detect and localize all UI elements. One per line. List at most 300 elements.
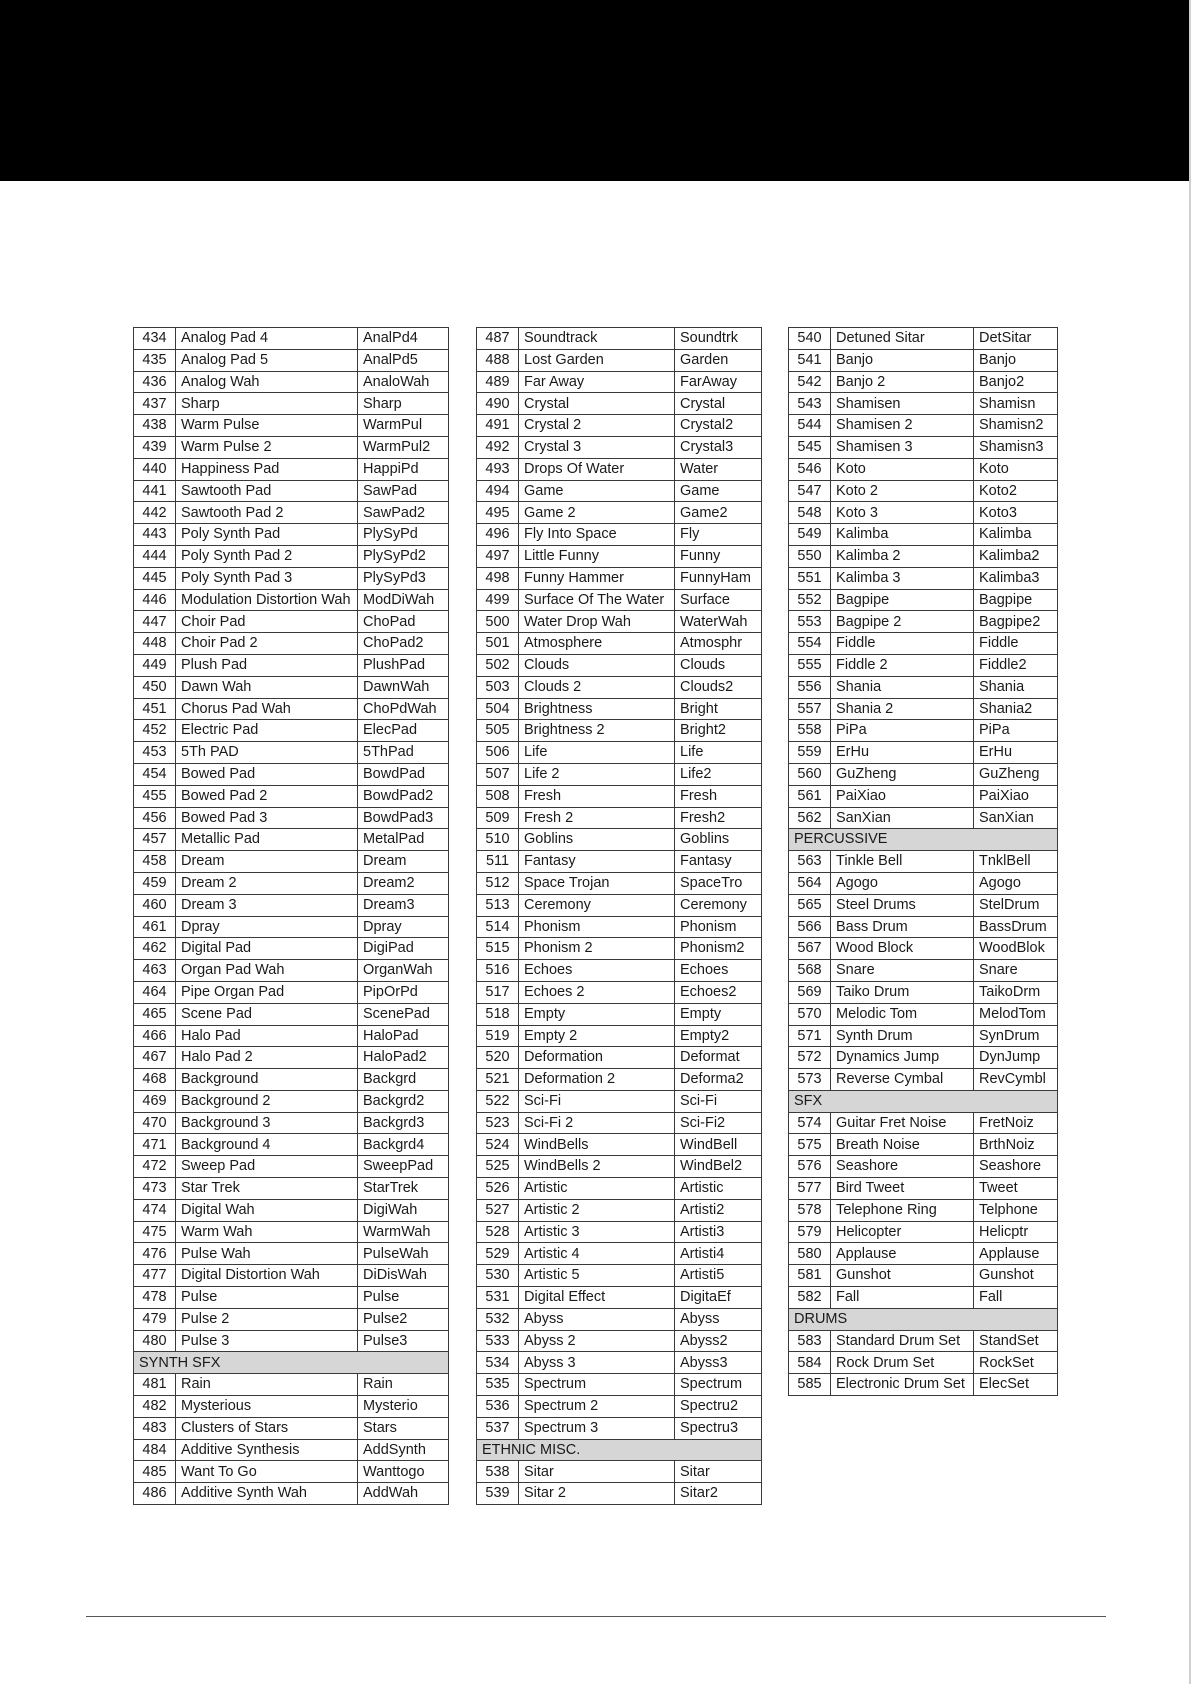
voice-name: Poly Synth Pad 2 (176, 545, 358, 567)
voice-number: 490 (477, 393, 519, 415)
voice-lcd-name: Surface (675, 589, 762, 611)
voice-number: 486 (134, 1483, 176, 1505)
voice-row (134, 1090, 449, 1112)
voice-number: 474 (134, 1199, 176, 1221)
voice-lcd-name: AddWah (358, 1483, 449, 1505)
voice-name: Organ Pad Wah (176, 960, 358, 982)
voice-row (789, 981, 1058, 1003)
voice-lcd-name: Banjo2 (974, 371, 1058, 393)
voice-name: Background 2 (176, 1090, 358, 1112)
voice-name: Sweep Pad (176, 1156, 358, 1178)
voice-number: 445 (134, 567, 176, 589)
voice-number: 470 (134, 1112, 176, 1134)
voice-number: 524 (477, 1134, 519, 1156)
voice-lcd-name: Dream3 (358, 894, 449, 916)
voice-name: Warm Wah (176, 1221, 358, 1243)
voice-lcd-name: Wanttogo (358, 1461, 449, 1483)
voice-number: 504 (477, 698, 519, 720)
voice-row (134, 1069, 449, 1091)
voice-number: 447 (134, 611, 176, 633)
voice-row (477, 1461, 762, 1483)
voice-name: Goblins (519, 829, 675, 851)
voice-name: Background 3 (176, 1112, 358, 1134)
voice-number: 446 (134, 589, 176, 611)
voice-row (789, 894, 1058, 916)
voice-row (789, 1112, 1058, 1134)
voice-number: 463 (134, 960, 176, 982)
voice-row (477, 1308, 762, 1330)
voice-row (789, 545, 1058, 567)
voice-number: 497 (477, 545, 519, 567)
voice-lcd-name: Fresh (675, 785, 762, 807)
voice-row (134, 785, 449, 807)
voice-number: 471 (134, 1134, 176, 1156)
voice-lcd-name: ElecPad (358, 720, 449, 742)
voice-name: Steel Drums (831, 894, 974, 916)
voice-number: 498 (477, 567, 519, 589)
voice-name: Electric Pad (176, 720, 358, 742)
voice-number: 527 (477, 1199, 519, 1221)
voice-lcd-name: Dream (358, 851, 449, 873)
voice-name: Bowed Pad (176, 763, 358, 785)
voice-number: 473 (134, 1178, 176, 1200)
voice-number: 565 (789, 894, 831, 916)
voice-lcd-name: Abyss (675, 1308, 762, 1330)
voice-row (477, 1047, 762, 1069)
voice-number: 543 (789, 393, 831, 415)
voice-name: Surface Of The Water (519, 589, 675, 611)
voice-row (134, 1417, 449, 1439)
voice-row (789, 872, 1058, 894)
voice-name: Sitar 2 (519, 1483, 675, 1505)
voice-number: 561 (789, 785, 831, 807)
voice-lcd-name: Seashore (974, 1156, 1058, 1178)
voice-number: 508 (477, 785, 519, 807)
voice-lcd-name: Spectru3 (675, 1417, 762, 1439)
voice-number: 541 (789, 349, 831, 371)
voice-lcd-name: Koto (974, 458, 1058, 480)
voice-row (789, 589, 1058, 611)
voice-row (477, 1374, 762, 1396)
voice-name: Halo Pad (176, 1025, 358, 1047)
voice-number: 585 (789, 1374, 831, 1396)
voice-number: 564 (789, 872, 831, 894)
section-header (134, 1352, 449, 1374)
voice-lcd-name: PlySyPd (358, 524, 449, 546)
voice-name: Electronic Drum Set (831, 1374, 974, 1396)
voice-lcd-name: BrthNoiz (974, 1134, 1058, 1156)
voice-number: 559 (789, 742, 831, 764)
voice-lcd-name: Shamisn3 (974, 436, 1058, 458)
voice-row (134, 894, 449, 916)
voice-row (134, 1483, 449, 1505)
voice-name: Abyss (519, 1308, 675, 1330)
voice-lcd-name: ChoPdWah (358, 698, 449, 720)
voice-number: 529 (477, 1243, 519, 1265)
voice-name: Plush Pad (176, 654, 358, 676)
voice-row (477, 829, 762, 851)
voice-name: Detuned Sitar (831, 328, 974, 350)
voice-row (477, 1003, 762, 1025)
voice-row (477, 1330, 762, 1352)
voice-row (134, 1025, 449, 1047)
voice-lcd-name: Kalimba (974, 524, 1058, 546)
voice-name: SanXian (831, 807, 974, 829)
voice-row (789, 1156, 1058, 1178)
voice-number: 507 (477, 763, 519, 785)
voice-name: Choir Pad 2 (176, 633, 358, 655)
voice-row (789, 1330, 1058, 1352)
voice-lcd-name: Pulse3 (358, 1330, 449, 1352)
voice-lcd-name: Rain (358, 1374, 449, 1396)
voice-number: 476 (134, 1243, 176, 1265)
voice-row (134, 807, 449, 829)
voice-name: Lost Garden (519, 349, 675, 371)
voice-lcd-name: Echoes (675, 960, 762, 982)
voice-lcd-name: Artisti4 (675, 1243, 762, 1265)
voice-number: 573 (789, 1069, 831, 1091)
voice-name: Bowed Pad 2 (176, 785, 358, 807)
voice-number: 526 (477, 1178, 519, 1200)
voice-row (134, 938, 449, 960)
voice-name: Snare (831, 960, 974, 982)
voice-number: 522 (477, 1090, 519, 1112)
voice-number: 532 (477, 1308, 519, 1330)
voice-lcd-name: DigiWah (358, 1199, 449, 1221)
voice-row (477, 1069, 762, 1091)
voice-lcd-name: Deformat (675, 1047, 762, 1069)
voice-number: 511 (477, 851, 519, 873)
voice-name: Abyss 3 (519, 1352, 675, 1374)
voice-row (477, 458, 762, 480)
voice-number: 451 (134, 698, 176, 720)
voice-lcd-name: WoodBlok (974, 938, 1058, 960)
voice-number: 456 (134, 807, 176, 829)
voice-row (477, 916, 762, 938)
voice-number: 509 (477, 807, 519, 829)
voice-lcd-name: PlySyPd3 (358, 567, 449, 589)
voice-number: 454 (134, 763, 176, 785)
voice-name: Banjo (831, 349, 974, 371)
voice-name: Drops Of Water (519, 458, 675, 480)
voice-lcd-name: Kalimba3 (974, 567, 1058, 589)
voice-number: 519 (477, 1025, 519, 1047)
voice-lcd-name: DetSitar (974, 328, 1058, 350)
voice-row (134, 720, 449, 742)
voice-lcd-name: SynDrum (974, 1025, 1058, 1047)
voice-name: Agogo (831, 872, 974, 894)
voice-lcd-name: Fresh2 (675, 807, 762, 829)
voice-row (789, 415, 1058, 437)
voice-lcd-name: OrganWah (358, 960, 449, 982)
voice-lcd-name: SawPad (358, 480, 449, 502)
voice-lcd-name: BowdPad2 (358, 785, 449, 807)
voice-lcd-name: Backgrd4 (358, 1134, 449, 1156)
voice-row (789, 436, 1058, 458)
voice-number: 483 (134, 1417, 176, 1439)
voice-row (477, 785, 762, 807)
voice-name: PaiXiao (831, 785, 974, 807)
voice-row (477, 981, 762, 1003)
voice-row (477, 807, 762, 829)
voice-row (789, 1134, 1058, 1156)
voice-row (477, 1417, 762, 1439)
voice-row (789, 785, 1058, 807)
voice-number: 475 (134, 1221, 176, 1243)
voice-number: 579 (789, 1221, 831, 1243)
voice-lcd-name: ChoPad (358, 611, 449, 633)
voice-lcd-name: Fiddle (974, 633, 1058, 655)
voice-number: 503 (477, 676, 519, 698)
voice-lcd-name: Artisti5 (675, 1265, 762, 1287)
voice-row (789, 698, 1058, 720)
voice-number: 500 (477, 611, 519, 633)
voice-number: 563 (789, 851, 831, 873)
voice-row (477, 1483, 762, 1505)
voice-row (789, 1069, 1058, 1091)
voice-lcd-name: PlushPad (358, 654, 449, 676)
voice-name: Poly Synth Pad 3 (176, 567, 358, 589)
voice-lcd-name: PulseWah (358, 1243, 449, 1265)
voice-lcd-name: GuZheng (974, 763, 1058, 785)
voice-row (477, 1199, 762, 1221)
voice-row (477, 415, 762, 437)
voice-lcd-name: Artisti3 (675, 1221, 762, 1243)
voice-row (134, 1112, 449, 1134)
voice-name: Clusters of Stars (176, 1417, 358, 1439)
voice-name: Breath Noise (831, 1134, 974, 1156)
voice-row (789, 458, 1058, 480)
voice-name: Fly Into Space (519, 524, 675, 546)
voice-name: Artistic 2 (519, 1199, 675, 1221)
voice-row (477, 654, 762, 676)
voice-name: Spectrum 2 (519, 1396, 675, 1418)
voice-name: Brightness (519, 698, 675, 720)
voice-name: Analog Wah (176, 371, 358, 393)
voice-name: Bass Drum (831, 916, 974, 938)
voice-lcd-name: SpaceTro (675, 872, 762, 894)
voice-name: Bagpipe (831, 589, 974, 611)
voice-number: 558 (789, 720, 831, 742)
voice-row (477, 589, 762, 611)
voice-row (477, 1221, 762, 1243)
voice-lcd-name: ScenePad (358, 1003, 449, 1025)
voice-lcd-name: Empty2 (675, 1025, 762, 1047)
voice-number: 544 (789, 415, 831, 437)
voice-lcd-name: Ceremony (675, 894, 762, 916)
voice-lcd-name: Gunshot (974, 1265, 1058, 1287)
voice-name: Shamisen 3 (831, 436, 974, 458)
voice-row (134, 1287, 449, 1309)
voice-number: 557 (789, 698, 831, 720)
voice-lcd-name: Backgrd2 (358, 1090, 449, 1112)
voice-number: 542 (789, 371, 831, 393)
voice-name: Applause (831, 1243, 974, 1265)
voice-lcd-name: Game (675, 480, 762, 502)
voice-name: Game (519, 480, 675, 502)
voice-row (134, 1374, 449, 1396)
voice-lcd-name: Dpray (358, 916, 449, 938)
voice-name: Analog Pad 4 (176, 328, 358, 350)
voice-row (134, 589, 449, 611)
voice-row (134, 436, 449, 458)
voice-row (477, 328, 762, 350)
voice-number: 506 (477, 742, 519, 764)
voice-row (789, 1221, 1058, 1243)
voice-number: 555 (789, 654, 831, 676)
voice-name: ErHu (831, 742, 974, 764)
voice-lcd-name: PaiXiao (974, 785, 1058, 807)
section-title: DRUMS (789, 1308, 1058, 1330)
voice-number: 568 (789, 960, 831, 982)
voice-lcd-name: RockSet (974, 1352, 1058, 1374)
voice-lcd-name: Bright (675, 698, 762, 720)
voice-row (477, 502, 762, 524)
voice-number: 482 (134, 1396, 176, 1418)
voice-row (477, 1112, 762, 1134)
voice-row (134, 1396, 449, 1418)
voice-lcd-name: Shania2 (974, 698, 1058, 720)
voice-name: Sci-Fi 2 (519, 1112, 675, 1134)
voice-lcd-name: Phonism (675, 916, 762, 938)
section-title: PERCUSSIVE (789, 829, 1058, 851)
voice-lcd-name: Life (675, 742, 762, 764)
voice-row (134, 1047, 449, 1069)
voice-number: 547 (789, 480, 831, 502)
voice-number: 435 (134, 349, 176, 371)
voice-name: Sawtooth Pad 2 (176, 502, 358, 524)
voice-name: Artistic 5 (519, 1265, 675, 1287)
voice-row (789, 742, 1058, 764)
voice-row (134, 567, 449, 589)
voice-name: Spectrum (519, 1374, 675, 1396)
voice-row (789, 1374, 1058, 1396)
voice-row (134, 763, 449, 785)
voice-number: 441 (134, 480, 176, 502)
voice-row (134, 1156, 449, 1178)
voice-name: Pulse 2 (176, 1308, 358, 1330)
voice-lcd-name: StelDrum (974, 894, 1058, 916)
voice-row (134, 545, 449, 567)
voice-name: WindBells (519, 1134, 675, 1156)
voice-name: Dream (176, 851, 358, 873)
voice-name: Pulse (176, 1287, 358, 1309)
voice-name: Digital Wah (176, 1199, 358, 1221)
voice-name: Fresh 2 (519, 807, 675, 829)
voice-number: 453 (134, 742, 176, 764)
voice-name: Phonism (519, 916, 675, 938)
voice-lcd-name: ElecSet (974, 1374, 1058, 1396)
voice-lcd-name: Tweet (974, 1178, 1058, 1200)
voice-lcd-name: 5ThPad (358, 742, 449, 764)
voice-row (789, 938, 1058, 960)
voice-number: 530 (477, 1265, 519, 1287)
voice-table-1 (133, 327, 449, 1505)
voice-lcd-name: Atmosphr (675, 633, 762, 655)
voice-number: 581 (789, 1265, 831, 1287)
voice-lcd-name: Clouds2 (675, 676, 762, 698)
voice-row (134, 960, 449, 982)
voice-lcd-name: TaikoDrm (974, 981, 1058, 1003)
voice-number: 545 (789, 436, 831, 458)
voice-name: Artistic 3 (519, 1221, 675, 1243)
voice-row (134, 742, 449, 764)
voice-name: Fiddle (831, 633, 974, 655)
voice-name: Background (176, 1069, 358, 1091)
voice-row (134, 1265, 449, 1287)
voice-row (134, 328, 449, 350)
section-title: SFX (789, 1090, 1058, 1112)
voice-name: Pulse Wah (176, 1243, 358, 1265)
voice-number: 538 (477, 1461, 519, 1483)
voice-lcd-name: AnalPd4 (358, 328, 449, 350)
voice-number: 481 (134, 1374, 176, 1396)
voice-row (789, 654, 1058, 676)
voice-number: 518 (477, 1003, 519, 1025)
voice-name: Pipe Organ Pad (176, 981, 358, 1003)
voice-lcd-name: Sitar (675, 1461, 762, 1483)
voice-lcd-name: MelodTom (974, 1003, 1058, 1025)
voice-name: Sitar (519, 1461, 675, 1483)
voice-number: 566 (789, 916, 831, 938)
voice-number: 551 (789, 567, 831, 589)
voice-lcd-name: Sharp (358, 393, 449, 415)
voice-number: 494 (477, 480, 519, 502)
voice-row (477, 763, 762, 785)
voice-row (789, 502, 1058, 524)
voice-name: Empty 2 (519, 1025, 675, 1047)
voice-name: Modulation Distortion Wah (176, 589, 358, 611)
voice-row (789, 1003, 1058, 1025)
voice-row (477, 545, 762, 567)
voice-lcd-name: WarmPul (358, 415, 449, 437)
voice-lcd-name: SawPad2 (358, 502, 449, 524)
voice-row (477, 1178, 762, 1200)
voice-name: Dpray (176, 916, 358, 938)
section-header (789, 1090, 1058, 1112)
voice-row (134, 524, 449, 546)
voice-number: 515 (477, 938, 519, 960)
voice-row (134, 415, 449, 437)
voice-name: Phonism 2 (519, 938, 675, 960)
voice-lcd-name: FunnyHam (675, 567, 762, 589)
voice-row (134, 1199, 449, 1221)
voice-lcd-name: AnalPd5 (358, 349, 449, 371)
voice-lcd-name: Koto2 (974, 480, 1058, 502)
footer-rule (86, 1616, 1106, 1617)
voice-row (477, 698, 762, 720)
voice-row (789, 633, 1058, 655)
voice-number: 553 (789, 611, 831, 633)
voice-lcd-name: Agogo (974, 872, 1058, 894)
voice-lcd-name: StarTrek (358, 1178, 449, 1200)
voice-row (134, 458, 449, 480)
voice-lcd-name: Stars (358, 1417, 449, 1439)
voice-row (477, 1025, 762, 1047)
voice-name: WindBells 2 (519, 1156, 675, 1178)
voice-number: 533 (477, 1330, 519, 1352)
voice-row (134, 611, 449, 633)
voice-name: Sawtooth Pad (176, 480, 358, 502)
voice-name: Artistic (519, 1178, 675, 1200)
voice-row (477, 938, 762, 960)
voice-row (477, 742, 762, 764)
voice-lcd-name: Spectru2 (675, 1396, 762, 1418)
voice-row (477, 676, 762, 698)
voice-number: 436 (134, 371, 176, 393)
voice-lcd-name: WarmWah (358, 1221, 449, 1243)
voice-lcd-name: Sci-Fi (675, 1090, 762, 1112)
